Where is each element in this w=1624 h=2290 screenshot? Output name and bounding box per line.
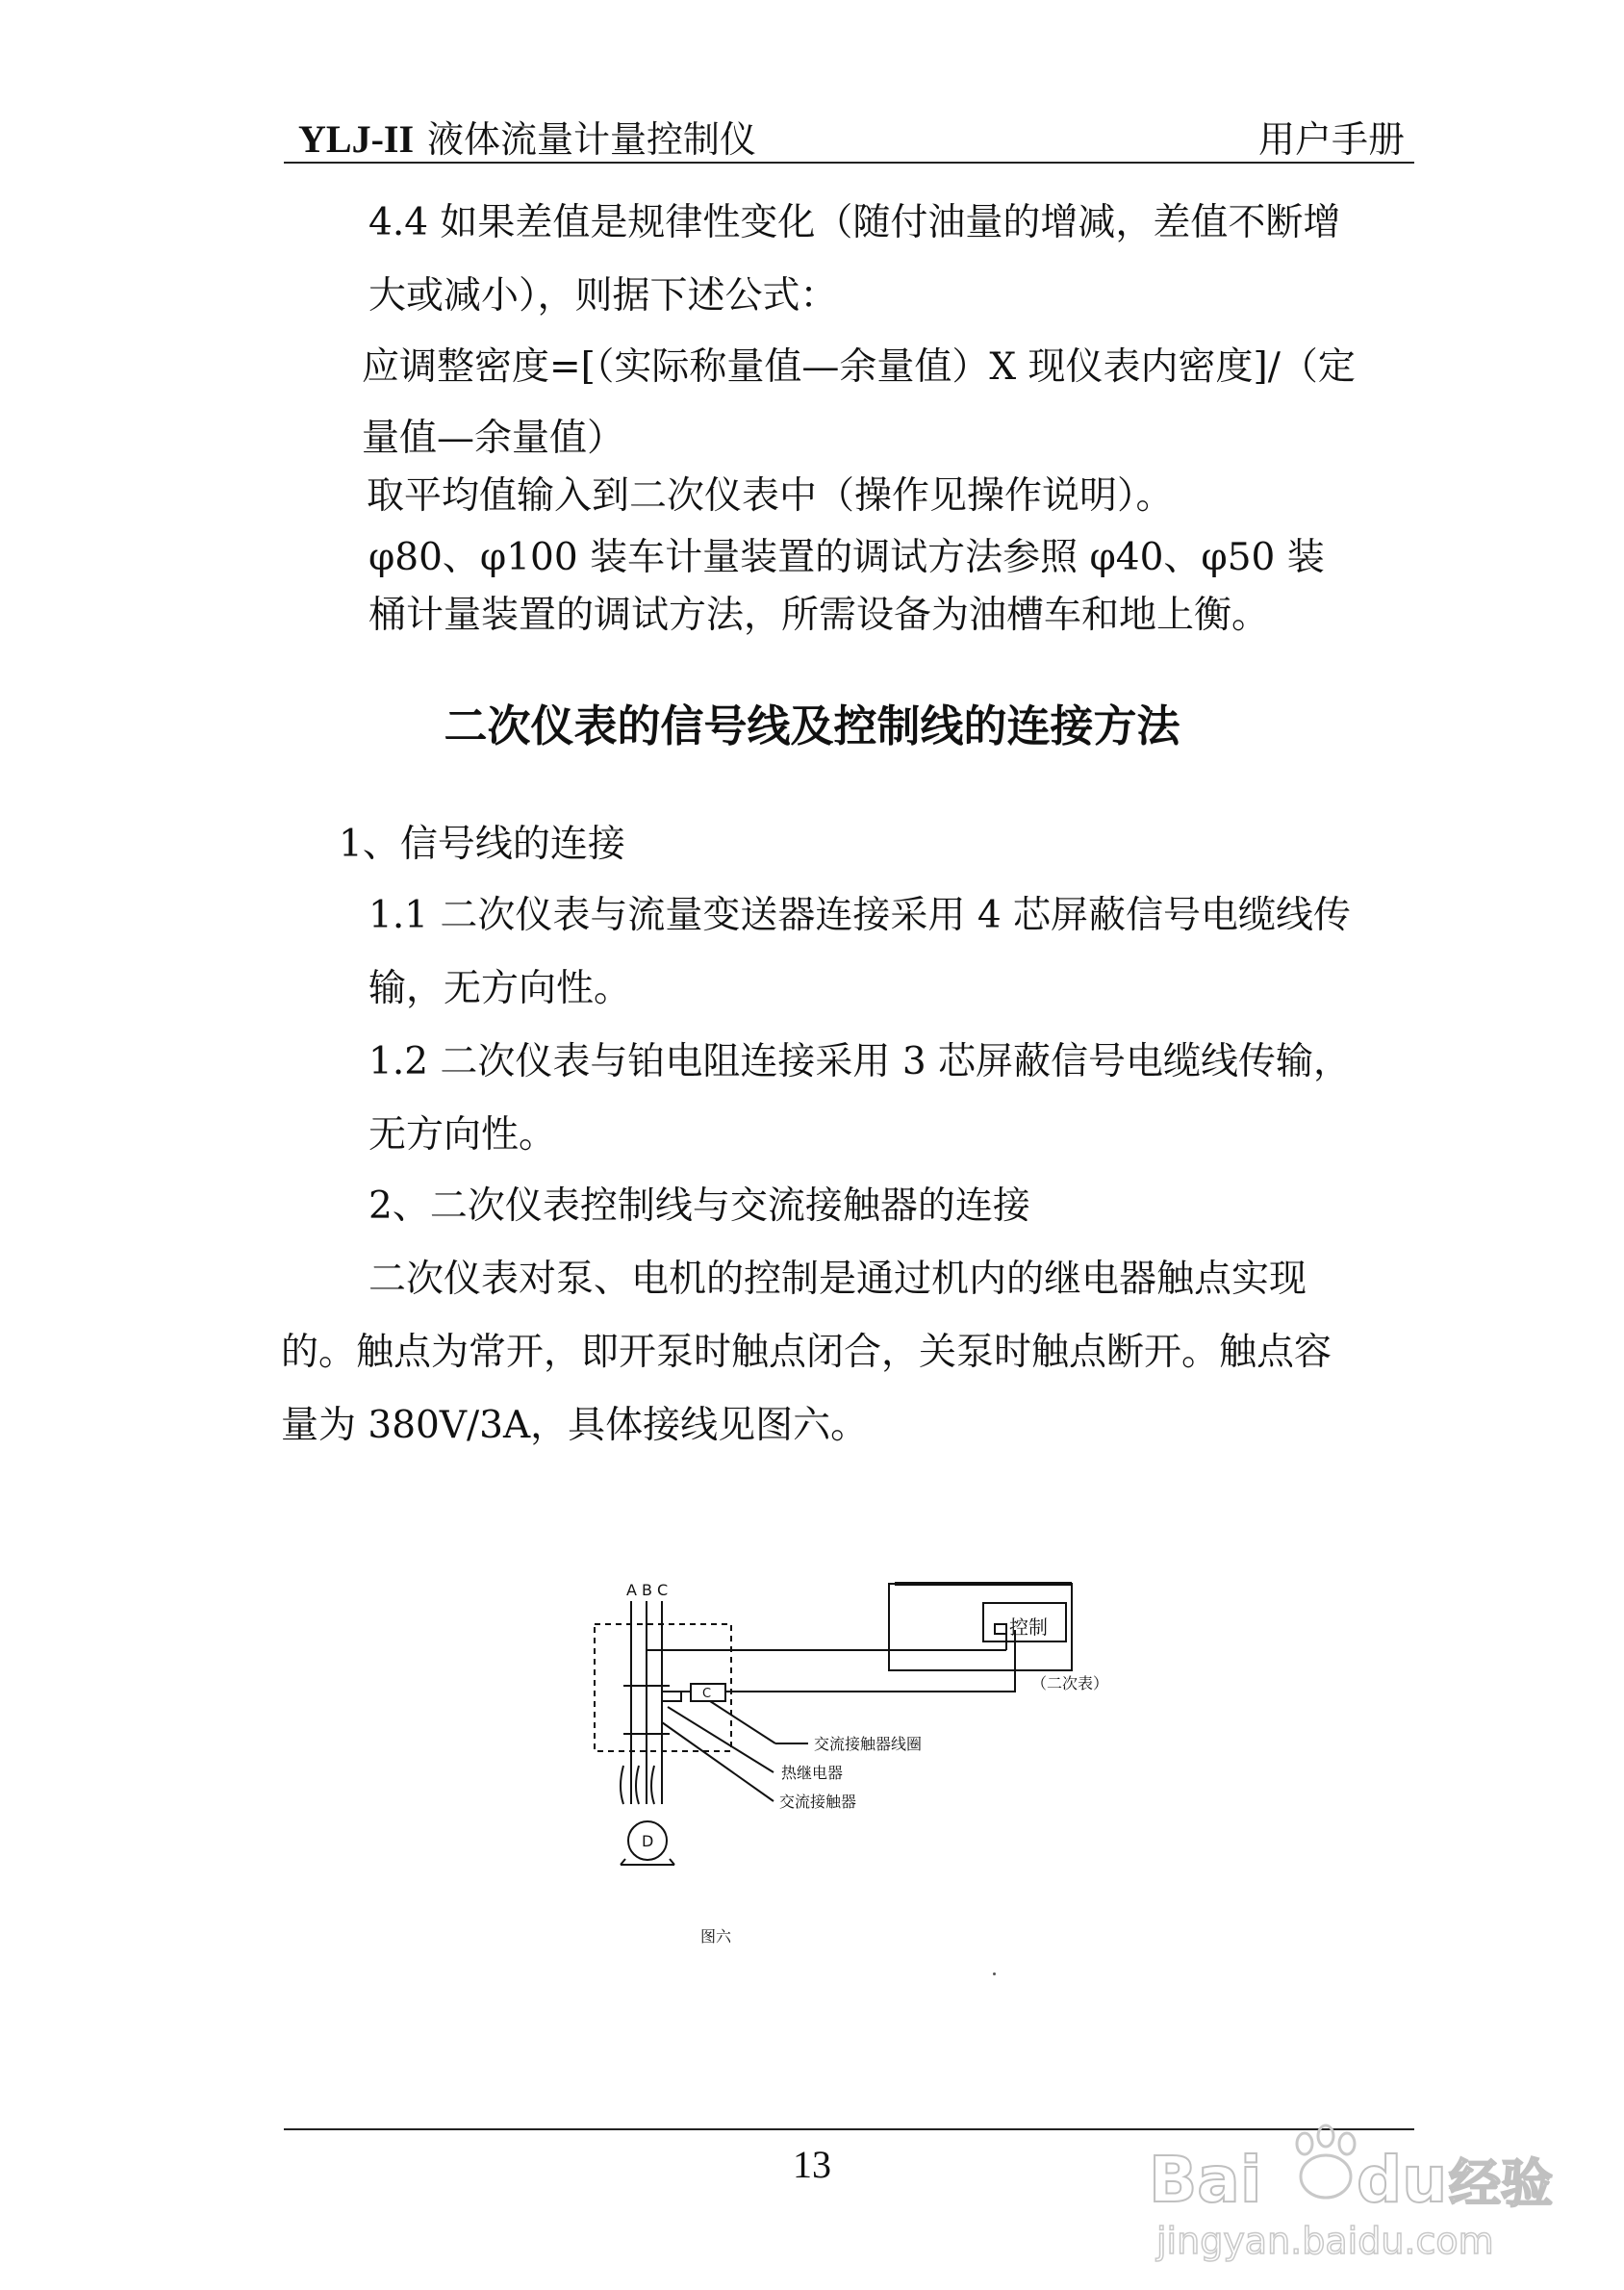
body-line: 的。触点为常开，即开泵时触点闭合，关泵时触点断开。触点容 xyxy=(281,1331,1332,1374)
control-wire-return xyxy=(662,1692,681,1701)
leader-relay xyxy=(668,1707,774,1772)
control-wire-coil xyxy=(662,1630,1015,1692)
formula-line: 量值—余量值） xyxy=(362,417,625,460)
phase-b-label: B xyxy=(642,1581,652,1599)
control-terminal xyxy=(995,1624,1006,1634)
body-line: 大或减小），则据下述公式： xyxy=(368,274,838,318)
watermark-brand: Bai xyxy=(1149,2143,1262,2217)
stray-dot xyxy=(993,1972,996,1975)
label-contactor-coil: 交流接触器线圈 xyxy=(814,1735,923,1753)
section-heading: 二次仪表的信号线及控制线的连接方法 xyxy=(444,700,1180,751)
phase-c-label: C xyxy=(657,1581,669,1599)
body-line: 桶计量装置的调试方法，所需设备为油槽车和地上衡。 xyxy=(368,594,1270,637)
body-line: 二次仪表对泵、电机的控制是通过机内的继电器触点实现 xyxy=(368,1258,1307,1301)
header-manual-label: 用户手册 xyxy=(1257,118,1405,161)
paw-toe xyxy=(1318,2125,1333,2147)
wiring-diagram xyxy=(568,1578,1145,1963)
figure-caption: 图六 xyxy=(700,1927,732,1946)
paw-toe xyxy=(1339,2133,1355,2154)
body-line: 4.4 如果差值是规律性变化（随付油量的增减，差值不断增 xyxy=(368,201,1341,244)
body-line: 无方向性。 xyxy=(368,1113,557,1157)
coil-symbol: C xyxy=(702,1687,712,1701)
watermark-brand-du: du xyxy=(1357,2143,1448,2217)
paw-pad xyxy=(1301,2155,1351,2198)
phase-a-label: A xyxy=(626,1581,637,1599)
page-number: 13 xyxy=(793,2143,831,2186)
body-line: 1.2 二次仪表与铂电阻连接采用 3 芯屏蔽信号电缆线传输， xyxy=(368,1040,1352,1083)
model-name: YLJ-II xyxy=(298,117,415,161)
control-label: 控制 xyxy=(1009,1616,1048,1639)
leader-coil xyxy=(710,1701,775,1743)
watermark-url: jingyan.baidu.com xyxy=(1156,2220,1494,2262)
header-title: 液体流量计量控制仪 xyxy=(427,118,757,161)
subsection-title: 2、二次仪表控制线与交流接触器的连接 xyxy=(368,1184,1030,1228)
formula-line: 应调整密度=[（实际称量值—余量值）X 现仪表内密度]/（定 xyxy=(362,345,1356,389)
body-line: 取平均值输入到二次仪表中（操作见操作说明）。 xyxy=(367,474,1174,518)
baidu-watermark xyxy=(1143,2088,1566,2280)
running-header xyxy=(298,110,756,163)
body-line: 输，无方向性。 xyxy=(368,967,632,1010)
motor-letter: D xyxy=(642,1832,654,1850)
paw-toe xyxy=(1297,2133,1312,2154)
label-thermal-relay: 热继电器 xyxy=(781,1764,844,1782)
motor-leads xyxy=(621,1766,654,1804)
body-line: 1.1 二次仪表与流量变送器连接采用 4 芯屏蔽信号电缆线传 xyxy=(368,894,1352,937)
body-line: φ80、φ100 装车计量装置的调试方法参照 φ40、φ50 装 xyxy=(368,536,1325,579)
label-contactor: 交流接触器 xyxy=(779,1793,857,1811)
body-line: 量为 380V/3A，具体接线见图六。 xyxy=(281,1404,869,1447)
meter-label: （二次表） xyxy=(1031,1674,1109,1692)
watermark-service: 经验 xyxy=(1449,2153,1553,2214)
header-divider xyxy=(284,162,1414,164)
subsection-title: 1、信号线的连接 xyxy=(339,823,625,866)
